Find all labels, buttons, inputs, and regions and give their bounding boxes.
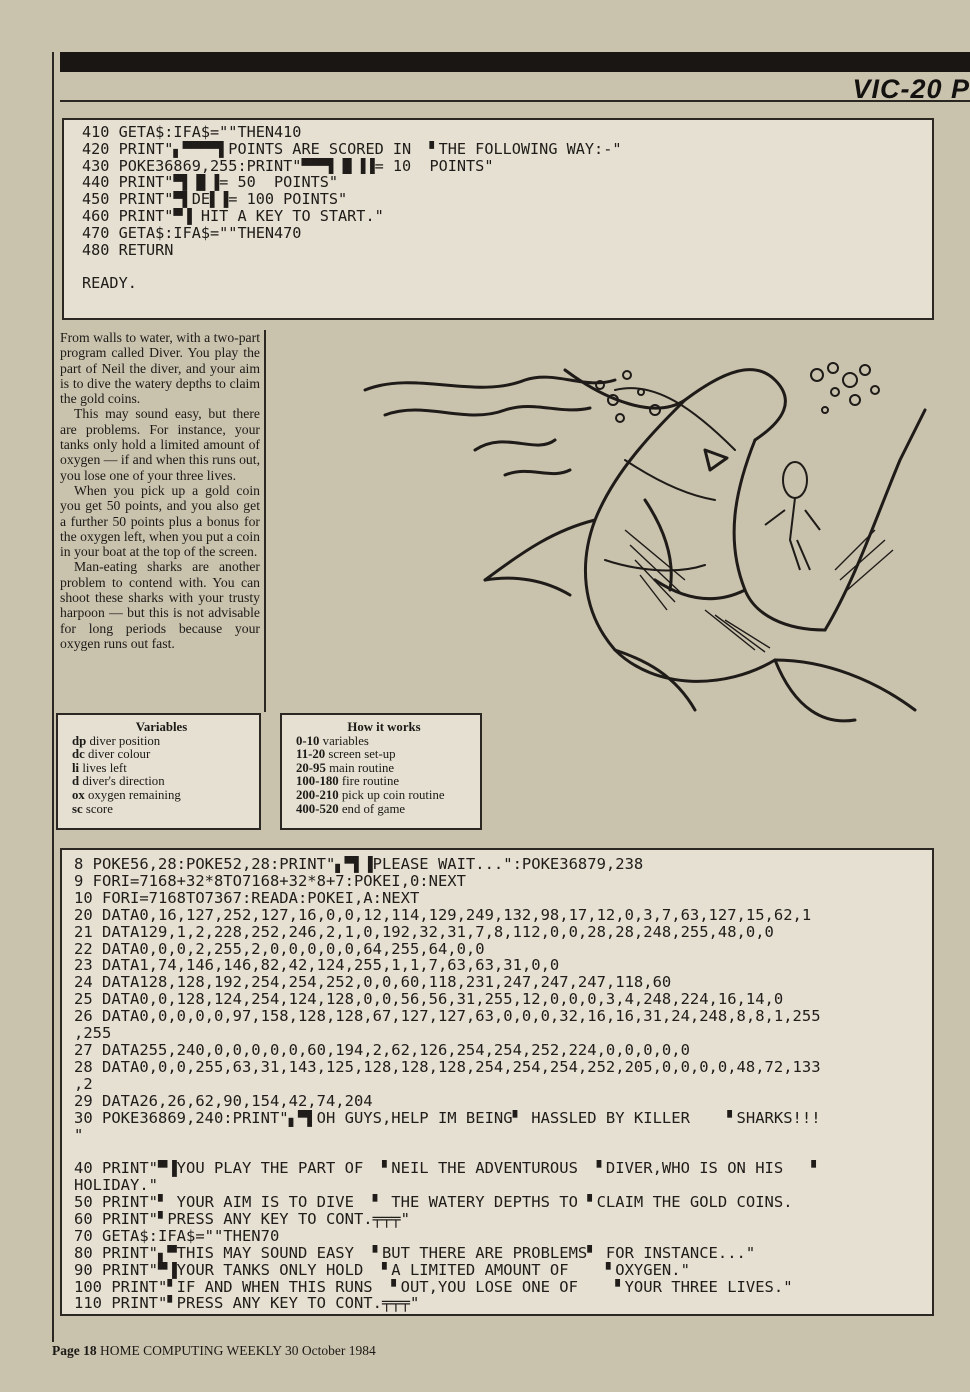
intro-paragraph: Man-eating sharks are another problem to contend with. You can shoot these sharks with your trusty harpoon — but this is not advisable for long periods because your oxygen runs out fast. bbox=[60, 559, 260, 651]
listing-line: 20 DATA0,16,127,252,127,16,0,0,12,114,129,249,132,98,17,12,0,3,7,63,127,15,62,1 bbox=[74, 906, 812, 924]
box-row bbox=[72, 803, 251, 817]
listing-blank-line bbox=[82, 258, 932, 275]
listing-line: 28 DATA0,0,0,255,63,31,143,125,128,128,128,254,254,254,252,205,0,0,0,0,48,72,133 bbox=[74, 1058, 821, 1076]
listing-line: 21 DATA129,1,2,228,252,246,2,1,0,192,32,31,7,8,112,0,0,28,28,248,255,48,0,0 bbox=[74, 923, 774, 941]
row-desc: main routine bbox=[329, 760, 395, 775]
box-row bbox=[296, 789, 472, 803]
box-row bbox=[296, 735, 472, 749]
listing-line: 480 RETURN bbox=[82, 241, 174, 259]
listing-line: 40 PRINT"▀▐YOU PLAY THE PART OF ▘NEIL THE ADVENTUROUS ▘DIVER,WHO IS ON HIS ▘ bbox=[74, 1160, 821, 1178]
box-row bbox=[72, 748, 251, 762]
listing-line: 430 POKE36869,255:PRINT"▀▀▀▌▐▌▐▐= 10 POINTS" bbox=[82, 157, 494, 175]
row-key: 100-180 bbox=[296, 774, 339, 789]
row-desc: screen set-up bbox=[328, 747, 396, 762]
row-desc: oxygen remaining bbox=[88, 787, 181, 802]
listing-line: 27 DATA255,240,0,0,0,0,0,60,194,2,62,126,254,254,252,224,0,0,0,0,0 bbox=[74, 1041, 690, 1059]
listing-line: 8 POKE56,28:POKE52,28:PRINT"▖▀▌▐PLEASE WAIT...":POKE36879,238 bbox=[74, 856, 644, 873]
left-rule bbox=[52, 52, 54, 1342]
listing-line: 23 DATA1,74,146,146,82,42,124,255,1,1,7,63,63,31,0,0 bbox=[74, 957, 560, 975]
variables-title: Variables bbox=[135, 720, 188, 734]
row-key: 20-95 bbox=[296, 760, 326, 775]
row-key: d bbox=[72, 774, 80, 789]
listing-line: 420 PRINT"▖▀▀▀▀▌POINTS ARE SCORED IN ▘THE FOLLOWING WAY:-" bbox=[82, 140, 622, 158]
row-desc: diver position bbox=[89, 733, 161, 748]
listing-line: 470 GETA$:IFA$=""THEN470 bbox=[82, 224, 302, 242]
listing-line: 80 PRINT"▖▀THIS MAY SOUND EASY ▘BUT THERE ARE PROBLEMS▘ FOR INSTANCE..." bbox=[74, 1244, 756, 1262]
box-row bbox=[296, 762, 472, 776]
how-it-works-box bbox=[280, 713, 482, 830]
publication-info: HOME COMPUTING WEEKLY 30 October 1984 bbox=[100, 1343, 376, 1358]
row-key: 400-520 bbox=[296, 801, 339, 816]
listing-line: 450 PRINT"▀▌DE▌▐= 100 POINTS" bbox=[82, 191, 348, 208]
listing-line: 70 GETA$:IFA$=""THEN70 bbox=[74, 1227, 280, 1245]
row-desc: end of game bbox=[341, 801, 406, 816]
box-row bbox=[296, 775, 472, 789]
box-row bbox=[72, 775, 251, 789]
row-key: 0-10 bbox=[296, 733, 320, 748]
listing-line: 25 DATA0,0,128,124,254,124,128,0,0,56,56,31,255,12,0,0,0,3,4,248,224,16,14,0 bbox=[74, 991, 784, 1009]
listing-line: ,2 bbox=[74, 1075, 93, 1093]
row-key: 11-20 bbox=[296, 747, 326, 762]
listing-line: 9 FORI=7168+32*8TO7168+32*8+7:POKEI,0:NEXT bbox=[74, 872, 466, 890]
page-footer bbox=[52, 1343, 376, 1359]
listing-line: 30 POKE36869,240:PRINT"▖▀▌OH GUYS,HELP IM BEING▘ HASSLED BY KILLER ▘SHARKS!!! bbox=[74, 1109, 821, 1127]
row-desc: variables bbox=[322, 733, 369, 748]
row-desc: pick up coin routine bbox=[341, 787, 445, 802]
program-listing-bottom bbox=[60, 848, 934, 1316]
listing-line: 50 PRINT"▘ YOUR AIM IS TO DIVE ▘ THE WATERY DEPTHS TO ▘CLAIM THE GOLD COINS. bbox=[74, 1194, 793, 1211]
how-it-works-title: How it works bbox=[347, 720, 421, 734]
intro-paragraph: This may sound easy, but there are problems. For instance, your tanks only hold a limited amount of oxygen — if and when this runs out, you lose one of your three lives. bbox=[60, 406, 260, 483]
header-bar bbox=[60, 52, 970, 72]
box-row bbox=[296, 803, 472, 817]
shark-diver-illustration bbox=[355, 330, 950, 730]
row-desc: fire routine bbox=[341, 774, 400, 789]
listing-line: 110 PRINT"▘PRESS ANY KEY TO CONT.╤╤╤" bbox=[74, 1295, 420, 1313]
page-number: Page 18 bbox=[52, 1343, 97, 1358]
row-desc: diver's direction bbox=[82, 774, 165, 789]
intro-paragraph: When you pick up a gold coin you get 50 points, and you also get a further 50 points plus a bonus for the oxygen left, when you put a coin in your boat at the top of the screen. bbox=[60, 482, 260, 560]
row-key: sc bbox=[72, 801, 83, 816]
listing-line: 10 FORI=7168TO7367:READA:POKEI,A:NEXT bbox=[74, 889, 420, 907]
intro-text bbox=[56, 330, 266, 712]
listing-blank-line bbox=[74, 1143, 932, 1160]
variables-box bbox=[56, 713, 261, 830]
listing-line: 100 PRINT"▘IF AND WHEN THIS RUNS ▘OUT,YOU LOSE ONE OF ▘YOUR THREE LIVES." bbox=[74, 1278, 793, 1296]
row-desc: score bbox=[85, 801, 113, 816]
intro-paragraph: From walls to water, with a two-part program called Diver. You play the part of Neil the diver, and your aim is to dive the watery depths to claim the gold coins. bbox=[60, 330, 260, 407]
row-desc: lives left bbox=[82, 760, 127, 775]
row-key: dp bbox=[72, 733, 87, 748]
listing-line: 24 DATA128,128,192,254,254,252,0,0,60,118,231,247,247,247,118,60 bbox=[74, 974, 672, 992]
listing-line: 26 DATA0,0,0,0,0,97,158,128,128,67,127,127,63,0,0,0,32,16,16,31,24,248,8,8,1,255 bbox=[74, 1008, 821, 1026]
listing-line: 29 DATA26,26,62,90,154,42,74,204 bbox=[74, 1092, 373, 1110]
listing-line: 60 PRINT"▘PRESS ANY KEY TO CONT.╤╤╤" bbox=[74, 1210, 410, 1228]
section-label: VIC-20 P bbox=[852, 74, 970, 104]
box-row bbox=[72, 789, 251, 803]
listing-line: 440 PRINT"▀▌▐▌▐= 50 POINTS" bbox=[82, 174, 339, 192]
row-key: ox bbox=[72, 787, 85, 802]
listing-line: 460 PRINT"▀▐ HIT A KEY TO START." bbox=[82, 207, 384, 225]
listing-line: READY. bbox=[82, 275, 137, 292]
section-header bbox=[60, 72, 970, 102]
row-key: 200-210 bbox=[296, 787, 339, 802]
listing-line: 22 DATA0,0,0,2,255,2,0,0,0,0,0,64,255,64,0,0 bbox=[74, 940, 485, 958]
row-key: dc bbox=[72, 747, 85, 762]
listing-line: ,255 bbox=[74, 1025, 112, 1042]
listing-line: " bbox=[74, 1126, 84, 1144]
program-listing-top bbox=[62, 118, 934, 320]
box-row bbox=[72, 735, 251, 749]
row-key: li bbox=[72, 760, 80, 775]
box-row bbox=[296, 748, 472, 762]
row-desc: diver colour bbox=[88, 747, 151, 762]
box-row bbox=[72, 762, 251, 776]
listing-line: HOLIDAY." bbox=[74, 1177, 158, 1195]
listing-line: 410 GETA$:IFA$=""THEN410 bbox=[82, 124, 302, 141]
listing-line: 90 PRINT"▀▐YOUR TANKS ONLY HOLD ▘A LIMITED AMOUNT OF ▘OXYGEN." bbox=[74, 1261, 690, 1279]
